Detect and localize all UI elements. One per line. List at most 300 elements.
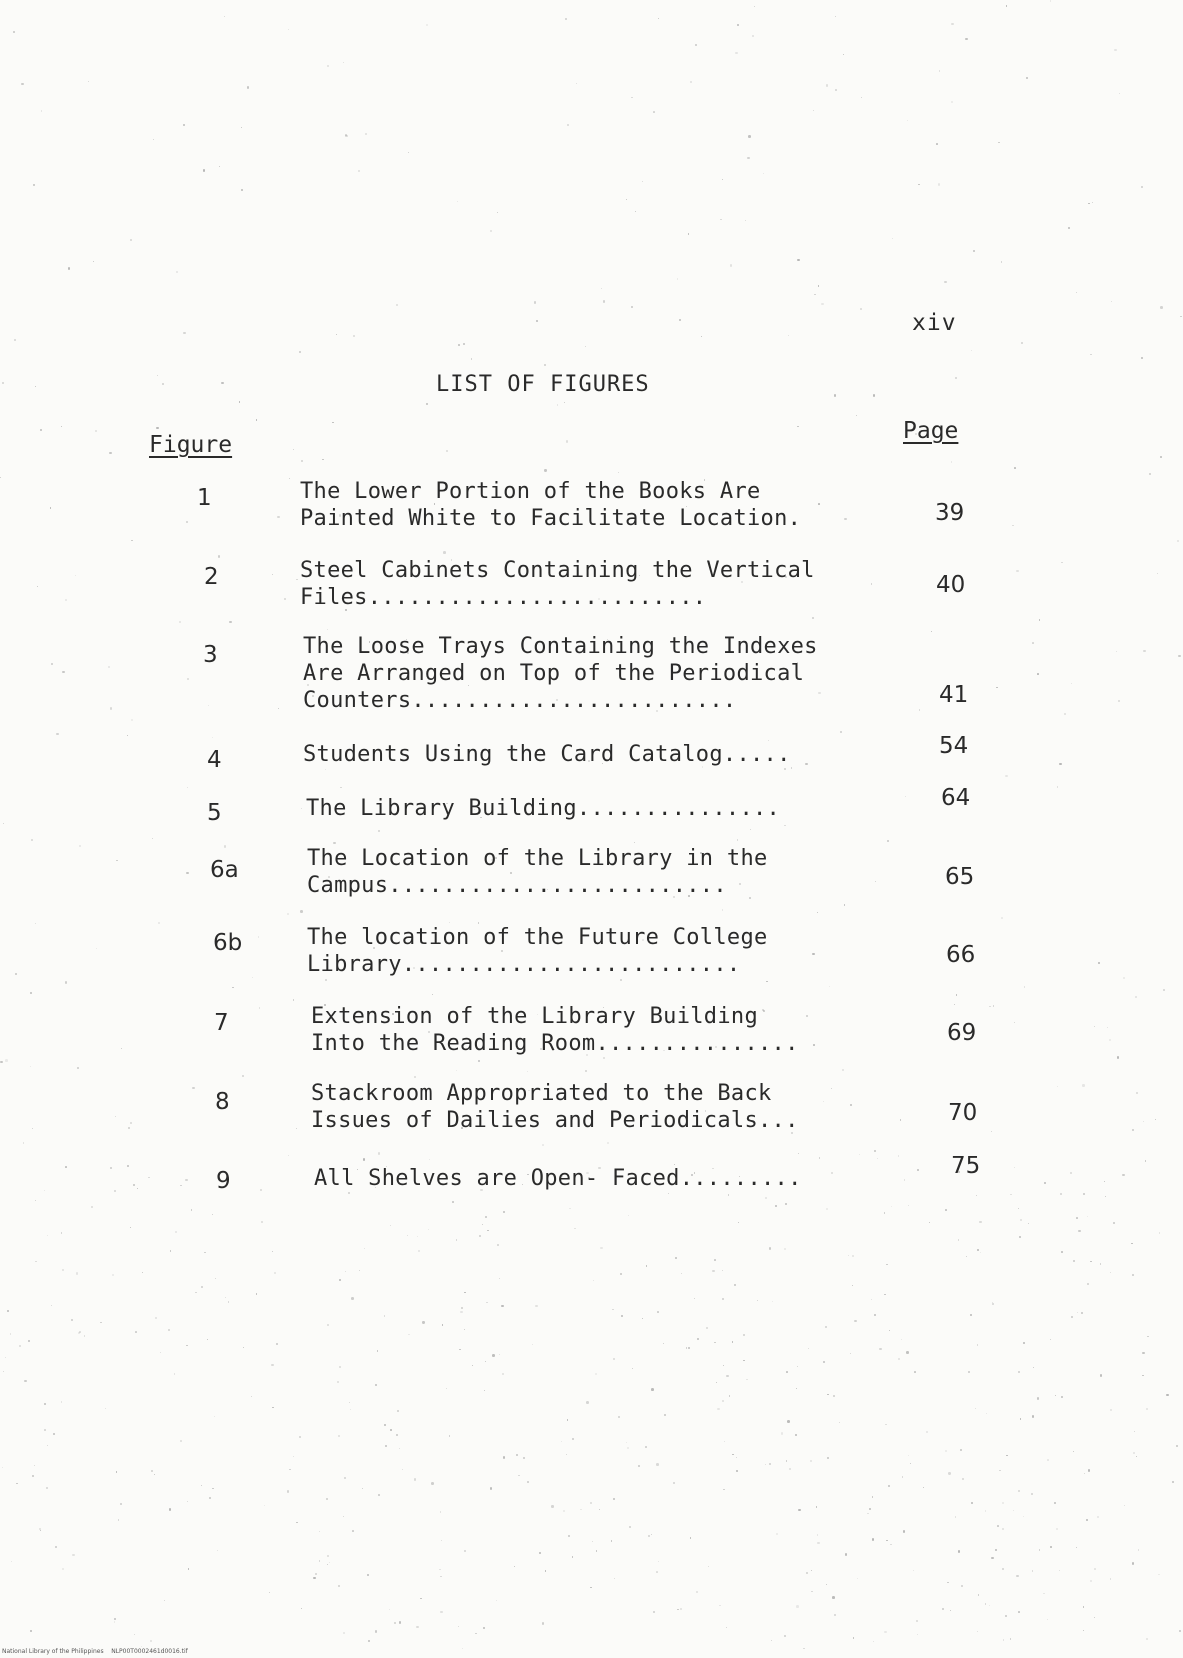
speckle <box>992 1303 994 1305</box>
speckle <box>384 1315 386 1317</box>
speckle <box>377 1350 379 1352</box>
speckle <box>296 1128 297 1129</box>
speckle <box>668 1193 669 1194</box>
figure-number: 3 <box>203 642 218 668</box>
speckle <box>333 842 335 844</box>
speckle <box>656 1463 659 1466</box>
speckle <box>1094 1026 1095 1027</box>
speckle <box>908 1205 909 1206</box>
speckle <box>501 1305 503 1307</box>
speckle <box>329 1562 330 1563</box>
speckle <box>1024 986 1025 987</box>
speckle <box>260 1189 262 1191</box>
speckle <box>343 1632 345 1634</box>
speckle <box>1018 1371 1020 1373</box>
speckle <box>873 394 876 397</box>
speckle <box>844 518 847 521</box>
speckle <box>1005 1615 1007 1617</box>
speckle <box>850 1104 852 1106</box>
speckle <box>752 35 754 37</box>
speckle <box>417 1236 418 1237</box>
speckle <box>464 1329 465 1330</box>
speckle <box>1028 1223 1029 1224</box>
speckle <box>293 999 295 1001</box>
speckle <box>362 1488 363 1489</box>
speckle <box>214 1416 216 1418</box>
speckle <box>1054 1502 1056 1504</box>
speckle <box>723 1365 724 1366</box>
speckle <box>46 1487 48 1489</box>
speckle <box>726 1627 727 1628</box>
speckle <box>726 1375 728 1377</box>
caption-line: Counters........................ <box>303 688 737 713</box>
speckle <box>813 1044 815 1046</box>
speckle <box>154 1474 155 1475</box>
speckle <box>301 808 302 809</box>
speckle <box>961 1585 963 1587</box>
speckle <box>1082 1084 1084 1086</box>
figure-caption <box>314 1165 802 1192</box>
speckle <box>776 1533 778 1535</box>
speckle <box>539 1552 541 1554</box>
speckle <box>1142 1375 1144 1377</box>
speckle <box>462 1648 463 1649</box>
speckle <box>1039 619 1041 621</box>
speckle <box>658 1561 660 1563</box>
speckle <box>96 948 97 949</box>
speckle <box>431 1482 434 1485</box>
speckle <box>542 1144 544 1146</box>
speckle <box>1132 1129 1134 1131</box>
speckle <box>11 1561 12 1562</box>
speckle <box>186 1345 188 1347</box>
speckle <box>1136 1456 1138 1458</box>
speckle <box>986 1413 987 1414</box>
speckle <box>183 124 185 126</box>
speckle <box>277 516 279 518</box>
speckle <box>65 599 67 601</box>
speckle <box>1086 1519 1088 1521</box>
figure-caption <box>303 741 791 768</box>
speckle <box>1166 1394 1169 1397</box>
speckle <box>185 1179 187 1181</box>
speckle <box>1006 5 1008 7</box>
speckle <box>183 332 186 335</box>
speckle <box>326 1498 328 1500</box>
speckle <box>339 1279 342 1282</box>
speckle <box>840 731 842 733</box>
speckle <box>723 1489 725 1491</box>
speckle <box>429 1159 430 1160</box>
speckle <box>130 1227 131 1228</box>
speckle <box>78 1332 80 1334</box>
speckle <box>818 503 820 505</box>
speckle <box>499 1278 501 1280</box>
speckle <box>877 1158 879 1160</box>
speckle <box>1160 456 1162 458</box>
speckle <box>781 1432 784 1435</box>
speckle <box>947 1582 949 1584</box>
speckle <box>917 1634 918 1635</box>
speckle <box>44 1403 46 1405</box>
speckle <box>859 1154 860 1155</box>
speckle <box>251 1396 252 1397</box>
speckle <box>1087 1216 1089 1218</box>
speckle <box>186 521 188 523</box>
speckle <box>51 663 53 665</box>
speckle <box>518 1475 520 1477</box>
speckle <box>1071 683 1072 684</box>
scan-footer: National Library of the Philippines NLP00T0002461d0016.tif <box>2 1648 188 1655</box>
speckle <box>368 1640 370 1642</box>
speckle <box>843 54 844 55</box>
speckle <box>128 1127 130 1129</box>
speckle <box>706 1327 708 1329</box>
speckle <box>186 872 189 875</box>
speckle <box>14 339 16 341</box>
speckle <box>960 1449 962 1451</box>
speckle <box>32 1475 34 1477</box>
speckle <box>187 787 188 788</box>
speckle <box>1146 1408 1148 1410</box>
speckle <box>696 1591 698 1593</box>
speckle <box>1100 1263 1102 1265</box>
speckle <box>796 1388 798 1390</box>
speckle <box>861 97 862 98</box>
speckle <box>658 18 659 19</box>
speckle <box>867 1513 869 1515</box>
caption-line: Issues of Dailies and Periodicals... <box>311 1108 799 1133</box>
speckle <box>287 1490 290 1493</box>
speckle <box>482 1224 483 1225</box>
speckle <box>797 426 799 428</box>
speckle <box>61 1401 63 1403</box>
speckle <box>497 212 499 214</box>
speckle <box>817 1534 819 1536</box>
figure-caption <box>300 478 801 532</box>
speckle <box>720 219 722 221</box>
speckle <box>542 1622 545 1625</box>
speckle <box>503 1456 506 1459</box>
speckle <box>158 922 160 924</box>
speckle <box>1020 1219 1022 1221</box>
speckle <box>256 419 258 421</box>
speckle <box>1057 786 1059 788</box>
speckle <box>35 1200 36 1201</box>
speckle <box>440 1511 442 1513</box>
speckle <box>950 1610 952 1612</box>
speckle <box>327 1324 329 1326</box>
speckle <box>110 707 113 710</box>
speckle <box>874 1314 876 1316</box>
page-number: xiv <box>912 310 957 336</box>
speckle <box>889 1330 891 1332</box>
speckle <box>215 1278 217 1280</box>
speckle <box>1118 700 1120 702</box>
speckle <box>694 1298 696 1300</box>
figure-page-ref: 65 <box>945 864 975 890</box>
speckle <box>1083 1630 1084 1631</box>
speckle <box>79 845 81 847</box>
speckle <box>201 1286 203 1288</box>
speckle <box>396 1434 398 1436</box>
speckle <box>827 1394 828 1395</box>
speckle <box>769 1247 772 1250</box>
speckle <box>618 1416 620 1418</box>
speckle <box>349 1402 350 1403</box>
speckle <box>460 1311 463 1314</box>
speckle <box>675 1257 677 1259</box>
page-title: LIST OF FIGURES <box>436 372 650 397</box>
speckle <box>241 189 243 191</box>
page-column-header: Page <box>903 418 959 444</box>
speckle <box>1001 261 1003 263</box>
speckle <box>394 1622 396 1624</box>
speckle <box>977 1249 979 1251</box>
speckle <box>732 1454 733 1455</box>
speckle <box>2 382 4 384</box>
speckle <box>817 1542 819 1544</box>
speckle <box>180 1185 181 1186</box>
speckle <box>628 1215 629 1216</box>
figure-page-ref: 69 <box>947 1020 977 1046</box>
speckle <box>1124 1505 1125 1506</box>
speckle <box>985 1510 987 1512</box>
speckle <box>7 1310 9 1312</box>
figure-number: 1 <box>197 485 212 511</box>
figure-column-header: Figure <box>149 432 233 458</box>
speckle <box>336 334 337 335</box>
speckle <box>21 83 24 86</box>
speckle <box>716 1382 717 1383</box>
speckle <box>1013 1510 1014 1511</box>
speckle <box>56 733 59 736</box>
speckle <box>729 1395 730 1396</box>
speckle <box>784 825 786 827</box>
speckle <box>389 1609 391 1611</box>
speckle <box>1061 1251 1063 1253</box>
speckle <box>1143 1121 1144 1122</box>
speckle <box>534 301 537 304</box>
speckle <box>631 97 633 99</box>
speckle <box>1146 1638 1148 1640</box>
speckle <box>396 304 398 306</box>
speckle <box>269 1592 270 1593</box>
speckle <box>642 1318 643 1319</box>
speckle <box>818 285 819 286</box>
speckle <box>91 1206 93 1208</box>
speckle <box>174 1373 175 1374</box>
speckle <box>5 1059 8 1062</box>
speckle <box>998 142 1000 144</box>
speckle <box>1002 1568 1004 1570</box>
speckle <box>708 1566 709 1567</box>
speckle <box>212 1214 214 1216</box>
speckle <box>857 1578 858 1579</box>
speckle <box>677 278 679 280</box>
speckle <box>499 1354 500 1355</box>
speckle <box>41 110 43 112</box>
speckle <box>397 1410 399 1412</box>
speckle <box>242 1075 244 1077</box>
speckle <box>133 1184 135 1186</box>
speckle <box>110 1167 112 1169</box>
speckle <box>600 1247 603 1250</box>
speckle <box>789 1468 791 1470</box>
speckle <box>319 1531 320 1532</box>
speckle <box>399 1448 400 1449</box>
speckle <box>378 830 381 833</box>
speckle <box>272 1251 273 1252</box>
speckle <box>375 1630 377 1632</box>
speckle <box>105 1408 106 1409</box>
speckle <box>829 986 830 987</box>
caption-line: Into the Reading Room............... <box>311 1031 799 1056</box>
speckle <box>845 1553 848 1556</box>
speckle <box>874 1150 877 1153</box>
speckle <box>1055 1395 1056 1396</box>
speckle <box>748 135 751 138</box>
speckle <box>420 1598 422 1600</box>
caption-line: Stackroom Appropriated to the Back <box>311 1081 772 1106</box>
speckle <box>1047 1619 1048 1620</box>
speckle <box>1012 525 1014 527</box>
speckle <box>680 1608 682 1610</box>
speckle <box>1073 1260 1076 1263</box>
speckle <box>810 1460 812 1462</box>
speckle <box>276 1343 278 1345</box>
speckle <box>141 1646 143 1648</box>
speckle <box>84 1335 86 1337</box>
speckle <box>891 1206 892 1207</box>
speckle <box>463 343 465 345</box>
speckle <box>44 1190 45 1191</box>
speckle <box>490 230 492 232</box>
speckle <box>179 621 181 623</box>
speckle <box>1018 1611 1020 1613</box>
speckle <box>204 1252 205 1253</box>
speckle <box>109 452 111 454</box>
speckle <box>566 440 569 443</box>
speckle <box>917 1169 919 1171</box>
speckle <box>487 1230 488 1231</box>
figure-number: 5 <box>207 800 222 826</box>
speckle <box>426 403 427 404</box>
speckle <box>1158 1574 1160 1576</box>
speckle <box>274 1272 276 1274</box>
speckle <box>278 708 279 709</box>
speckle <box>127 735 129 737</box>
speckle <box>902 1476 903 1477</box>
speckle <box>503 1211 506 1214</box>
speckle <box>593 1280 594 1281</box>
speckle <box>47 1445 48 1446</box>
speckle <box>714 1259 716 1261</box>
speckle <box>572 1556 574 1558</box>
speckle <box>1019 1236 1022 1239</box>
speckle <box>3 823 4 824</box>
speckle <box>1117 1056 1120 1059</box>
speckle <box>1010 1194 1012 1196</box>
speckle <box>352 1530 354 1532</box>
speckle <box>834 1614 836 1616</box>
speckle <box>62 671 64 673</box>
speckle <box>599 1509 600 1510</box>
speckle <box>908 1455 909 1456</box>
speckle <box>812 953 815 956</box>
speckle <box>201 1485 202 1486</box>
speckle <box>722 909 724 911</box>
speckle <box>907 120 908 121</box>
speckle <box>1018 1208 1019 1209</box>
speckle <box>490 1487 493 1490</box>
speckle <box>30 1630 32 1632</box>
speckle <box>114 1621 116 1623</box>
speckle <box>261 1221 263 1223</box>
speckle <box>243 1347 244 1348</box>
speckle <box>955 1516 957 1518</box>
speckle <box>345 1271 346 1272</box>
speckle <box>30 1066 31 1067</box>
speckle <box>821 303 823 305</box>
speckle <box>130 239 133 242</box>
speckle <box>1014 467 1016 469</box>
speckle <box>195 1292 197 1294</box>
speckle <box>848 1255 849 1256</box>
speckle <box>681 1273 682 1274</box>
speckle <box>68 267 70 269</box>
speckle <box>686 1347 688 1349</box>
figure-number: 6a <box>210 857 239 883</box>
speckle <box>745 220 747 222</box>
speckle <box>971 350 972 351</box>
speckle <box>464 1550 466 1552</box>
speckle <box>736 1470 738 1472</box>
speckle <box>228 1301 230 1303</box>
figure-caption <box>311 1003 799 1057</box>
speckle <box>569 1208 571 1210</box>
speckle <box>1003 1639 1004 1640</box>
speckle <box>905 796 906 797</box>
speckle <box>884 1631 886 1633</box>
speckle <box>887 840 889 842</box>
speckle <box>33 184 34 185</box>
caption-line: Students Using the Card Catalog..... <box>303 742 791 767</box>
speckle <box>118 1519 120 1521</box>
speckle <box>340 787 341 788</box>
speckle <box>1090 1261 1092 1263</box>
speckle <box>765 1464 766 1465</box>
speckle <box>61 1232 63 1234</box>
caption-line: The Loose Trays Containing the Indexes <box>303 634 818 659</box>
figure-page-ref: 75 <box>951 1153 981 1179</box>
speckle <box>1110 1578 1111 1579</box>
speckle <box>1033 1367 1035 1369</box>
speckle <box>825 1326 826 1327</box>
speckle <box>414 1478 416 1480</box>
speckle <box>35 386 36 387</box>
caption-line: The Lower Portion of the Books Are <box>300 479 761 504</box>
speckle <box>939 70 940 71</box>
speckle <box>219 166 220 167</box>
speckle <box>791 767 793 769</box>
speckle <box>813 110 814 111</box>
speckle <box>966 1256 967 1257</box>
speckle <box>475 1633 477 1635</box>
speckle <box>156 427 158 429</box>
speckle <box>955 377 957 379</box>
speckle <box>757 1300 758 1301</box>
